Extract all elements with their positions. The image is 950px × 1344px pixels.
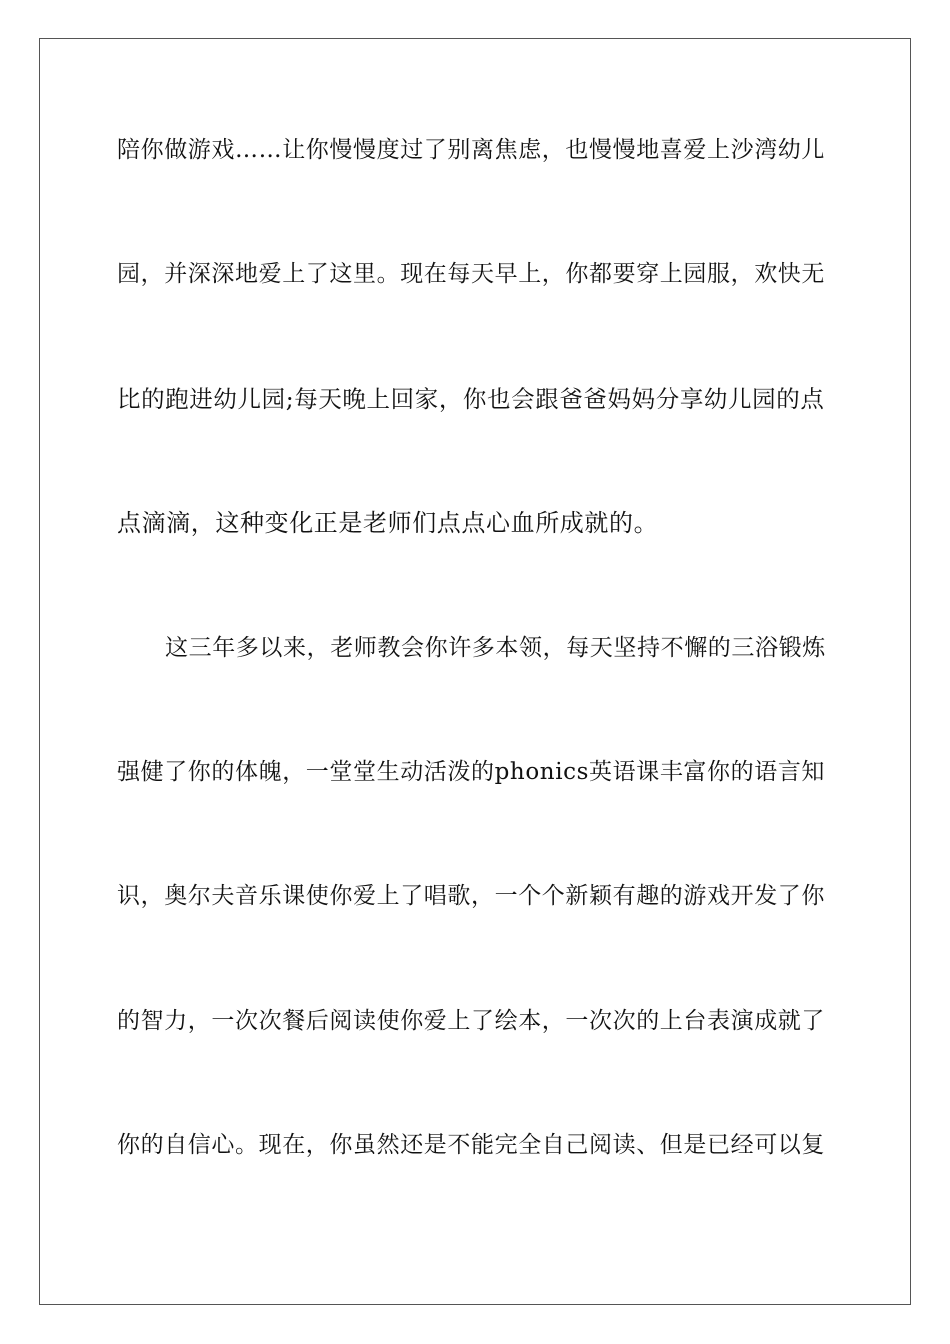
text-line-1: 陪你做游戏……让你慢慢度过了别离焦虑，也慢慢地喜爱上沙湾幼儿 bbox=[117, 137, 825, 163]
text-line-2: 园，并深深地爱上了这里。现在每天早上，你都要穿上园服，欢快无 bbox=[117, 261, 825, 287]
text-line-9: 你的自信心。现在，你虽然还是不能完全自己阅读、但是已经可以复 bbox=[117, 1132, 825, 1158]
text-line-7: 识，奥尔夫音乐课使你爱上了唱歌，一个个新颖有趣的游戏开发了你 bbox=[117, 883, 825, 909]
text-line-3: 比的跑进幼儿园;每天晚上回家，你也会跟爸爸妈妈分享幼儿园的点 bbox=[117, 385, 825, 413]
page-border bbox=[39, 38, 911, 1305]
text-line-8: 的智力，一次次餐后阅读使你爱上了绘本，一次次的上台表演成就了 bbox=[117, 1008, 825, 1034]
text-line-4: 点滴滴，这种变化正是老师们点点心血所成就的。 bbox=[117, 509, 659, 537]
text-line-6: 强健了你的体魄，一堂堂生动活泼的phonics英语课丰富你的语言知 bbox=[117, 759, 826, 785]
paragraph-2-first-line: 这三年多以来，老师教会你许多本领，每天坚持不懈的三浴锻炼 bbox=[165, 635, 826, 661]
